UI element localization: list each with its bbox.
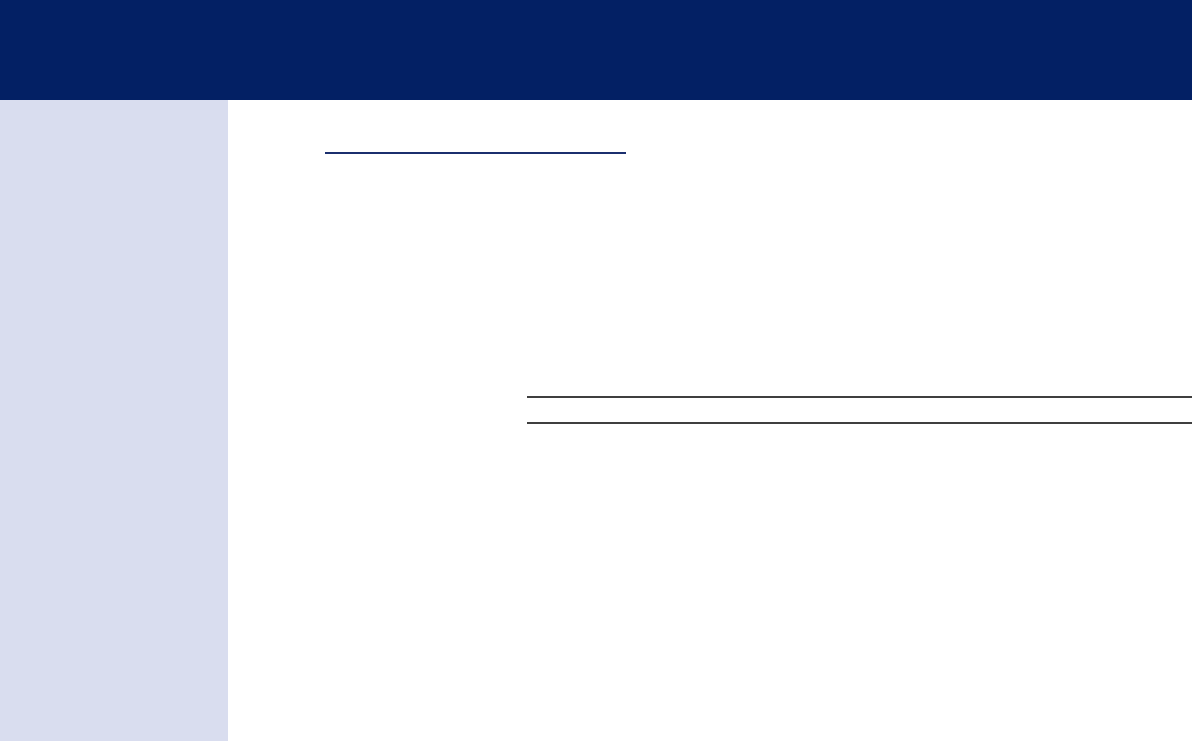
- year-header-row: [527, 375, 1192, 395]
- page-header: [0, 0, 1192, 100]
- month-underline: [527, 422, 1192, 424]
- main-content: [228, 100, 1192, 741]
- employee-name-value[interactable]: [527, 133, 623, 149]
- month-header-row: [527, 401, 1192, 421]
- employees-underline: [325, 152, 626, 154]
- year-underline: [527, 396, 1192, 398]
- filters-sidebar: [0, 100, 228, 741]
